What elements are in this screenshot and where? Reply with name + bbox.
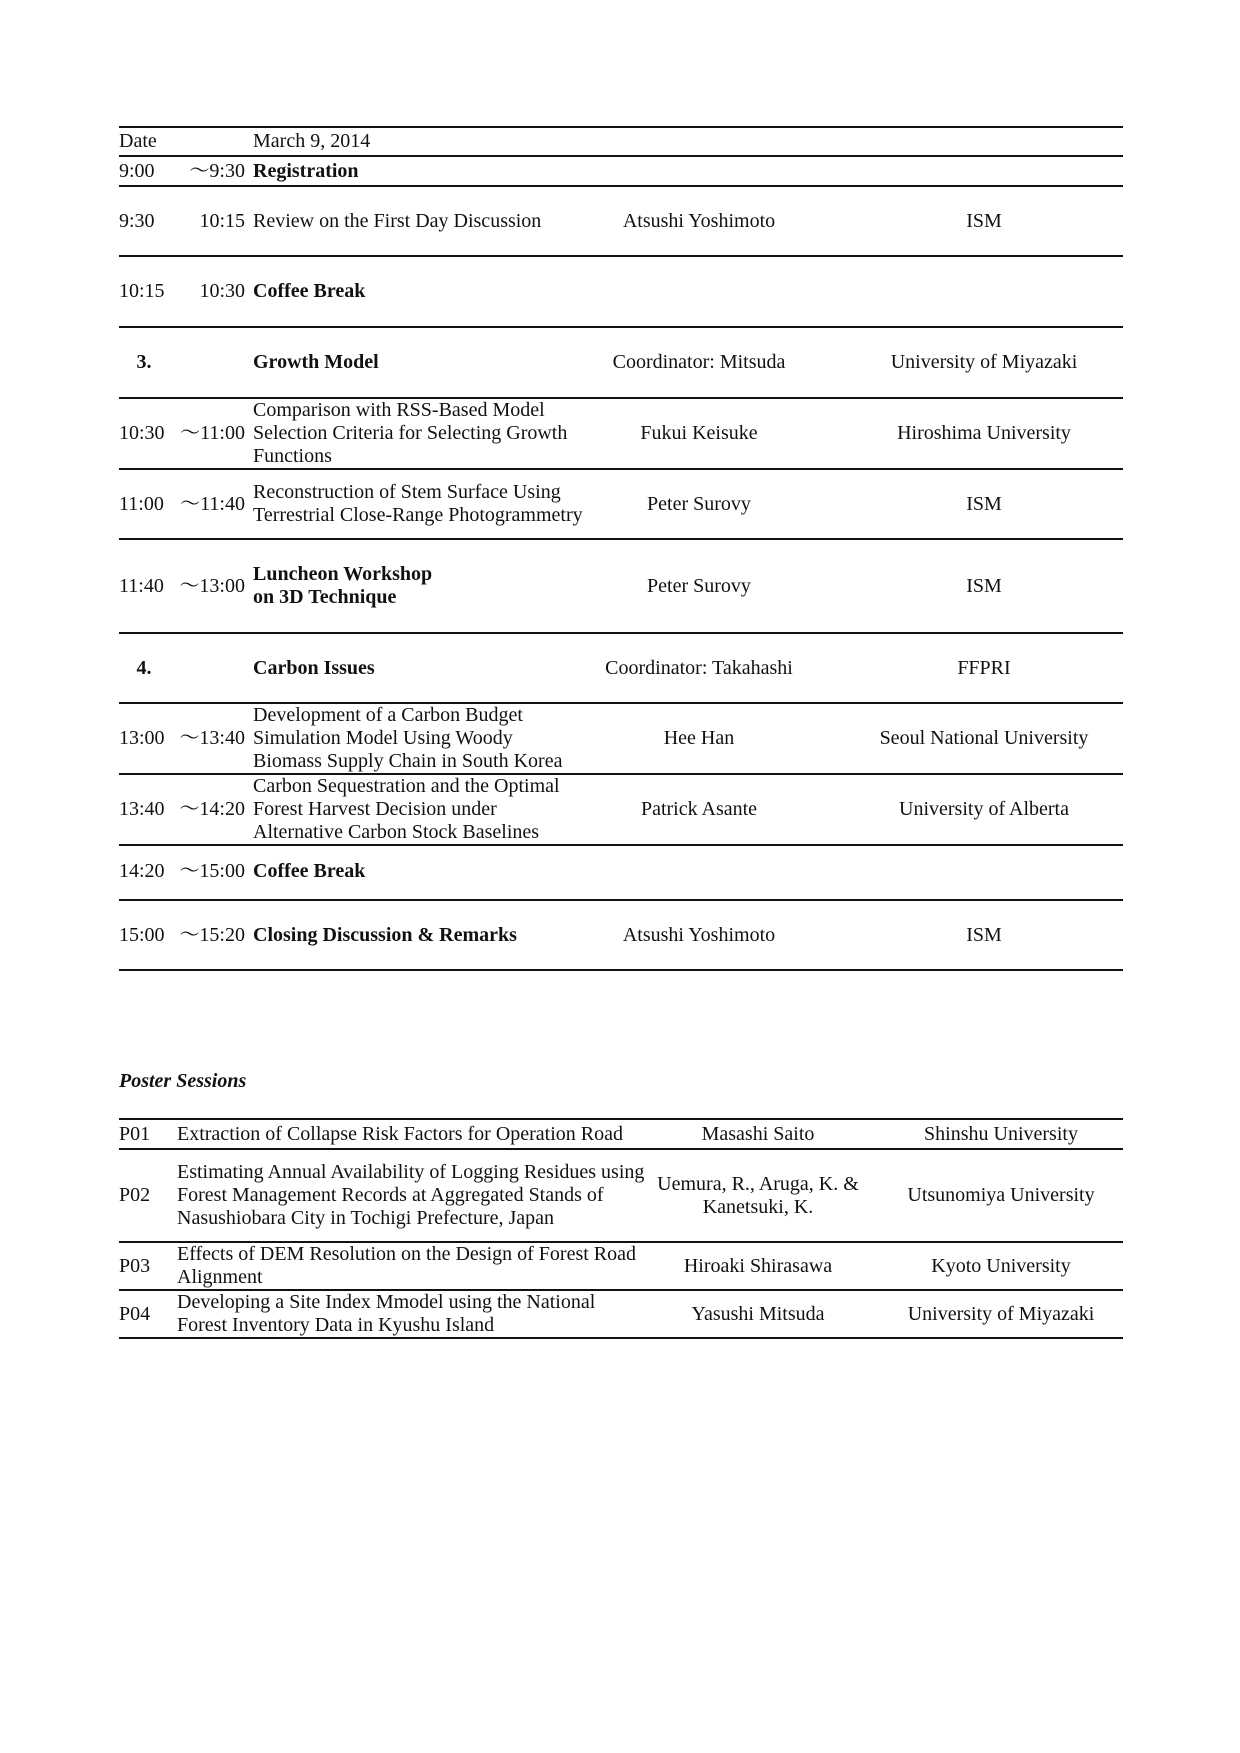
affiliation: Seoul National University [879, 727, 1089, 749]
start-time: 9:30 [119, 209, 155, 232]
end-time: 10:30 [199, 280, 245, 302]
schedule-row [119, 901, 1123, 971]
start-time: 10:30 [119, 422, 165, 444]
schedule-row [119, 704, 1123, 775]
poster-row [119, 1243, 1123, 1291]
end-time: ～13:40 [179, 727, 245, 749]
end-time: ～11:00 [180, 422, 245, 444]
session-title: Reconstruction of Stem Surface Using Terrestrial Close-Range Photogrammetry [253, 481, 583, 526]
start-time: 15:00 [119, 923, 165, 946]
poster-authors: Yasushi Mitsuda [691, 1302, 825, 1325]
schedule-row [119, 399, 1123, 470]
poster-affiliation: University of Miyazaki [907, 1302, 1095, 1325]
schedule-row [119, 775, 1123, 846]
end-time: ～15:20 [179, 923, 245, 946]
start-time: 10:15 [119, 280, 165, 302]
coordinator: Coordinator: Mitsuda [612, 351, 786, 373]
poster-row [119, 1118, 1123, 1150]
affiliation: ISM [966, 923, 1002, 946]
schedule-row [119, 187, 1123, 257]
end-time: ～9:30 [189, 159, 245, 182]
end-time: ～15:00 [179, 860, 245, 882]
session-title: Luncheon Workshop on 3D Technique [253, 563, 433, 608]
date-row [119, 126, 1123, 157]
date-value: March 9, 2014 [253, 130, 371, 152]
poster-table [119, 1118, 1123, 1339]
poster-affiliation: Shinshu University [924, 1122, 1078, 1145]
section-number: 3. [136, 351, 152, 373]
poster-authors: Hiroaki Shirasawa [683, 1254, 833, 1277]
affiliation: University of Alberta [899, 798, 1069, 820]
affiliation: ISM [966, 209, 1002, 232]
speaker: Peter Surovy [647, 574, 751, 597]
end-time: 10:15 [199, 209, 245, 232]
section-title: Growth Model [253, 351, 379, 373]
speaker: Hee Han [663, 727, 735, 749]
affiliation: ISM [966, 492, 1002, 515]
end-time: ～11:40 [180, 492, 245, 515]
poster-authors: Masashi Saito [701, 1122, 815, 1145]
speaker: Patrick Asante [640, 798, 758, 820]
coordinator: Coordinator: Takahashi [605, 656, 793, 679]
session-title: Review on the First Day Discussion [253, 209, 542, 232]
poster-authors: Uemura, R., Aruga, K. & Kanetsuki, K. [657, 1172, 859, 1218]
session-title: Coffee Break [253, 860, 366, 882]
session-title: Carbon Sequestration and the Optimal Forest Harvest Decision under Alternative Carbon Stock Baselines [253, 775, 560, 843]
affiliation: ISM [966, 574, 1002, 597]
start-time: 13:00 [119, 727, 165, 749]
start-time: 11:00 [119, 492, 164, 515]
speaker: Atsushi Yoshimoto [622, 923, 776, 946]
poster-title: Developing a Site Index Mmodel using the National Forest Inventory Data in Kyushu Island [177, 1291, 596, 1336]
poster-title: Extraction of Collapse Risk Factors for Operation Road [177, 1122, 624, 1145]
poster-id: P01 [119, 1122, 151, 1145]
end-time: ～13:00 [179, 574, 245, 597]
speaker: Peter Surovy [647, 492, 751, 515]
start-time: 13:40 [119, 798, 165, 820]
poster-row [119, 1150, 1123, 1243]
schedule-row [119, 157, 1123, 187]
poster-affiliation: Utsunomiya University [907, 1184, 1095, 1206]
poster-sessions-heading: Poster Sessions [119, 1070, 247, 1092]
end-time: ～14:20 [179, 798, 245, 820]
schedule-row [119, 470, 1123, 540]
schedule-table [119, 126, 1123, 971]
speaker: Fukui Keisuke [640, 422, 758, 444]
schedule-row [119, 257, 1123, 328]
session-title: Development of a Carbon Budget Simulation Model Using Woody Biomass Supply Chain in South Korea [253, 704, 563, 772]
affiliation: Hiroshima University [897, 422, 1071, 444]
date-label: Date [119, 130, 157, 152]
start-time: 11:40 [119, 574, 164, 597]
affiliation: University of Miyazaki [890, 351, 1078, 373]
poster-id: P03 [119, 1254, 151, 1277]
session-title: Comparison with RSS-Based Model Selection Criteria for Selecting Growth Functions [253, 399, 568, 467]
section-number: 4. [136, 656, 152, 679]
poster-id: P04 [119, 1302, 151, 1325]
session-title: Registration [253, 159, 359, 182]
poster-title: Estimating Annual Availability of Logging Residues using Forest Management Records at Aggregated Stands of Nasushiobara City in Tochigi Prefecture, Japan [177, 1161, 645, 1229]
poster-title: Effects of DEM Resolution on the Design of Forest Road Alignment [177, 1243, 637, 1288]
schedule-row [119, 846, 1123, 901]
session-title: Closing Discussion & Remarks [253, 923, 517, 946]
poster-affiliation: Kyoto University [931, 1254, 1071, 1277]
session-title: Coffee Break [253, 280, 366, 302]
poster-row [119, 1291, 1123, 1339]
section-header-row [119, 328, 1123, 399]
section-title: Carbon Issues [253, 656, 375, 679]
start-time: 14:20 [119, 860, 165, 882]
start-time: 9:00 [119, 159, 155, 182]
section-header-row [119, 634, 1123, 704]
poster-id: P02 [119, 1184, 151, 1206]
affiliation: FFPRI [957, 656, 1011, 679]
speaker: Atsushi Yoshimoto [622, 209, 776, 232]
schedule-row [119, 540, 1123, 634]
